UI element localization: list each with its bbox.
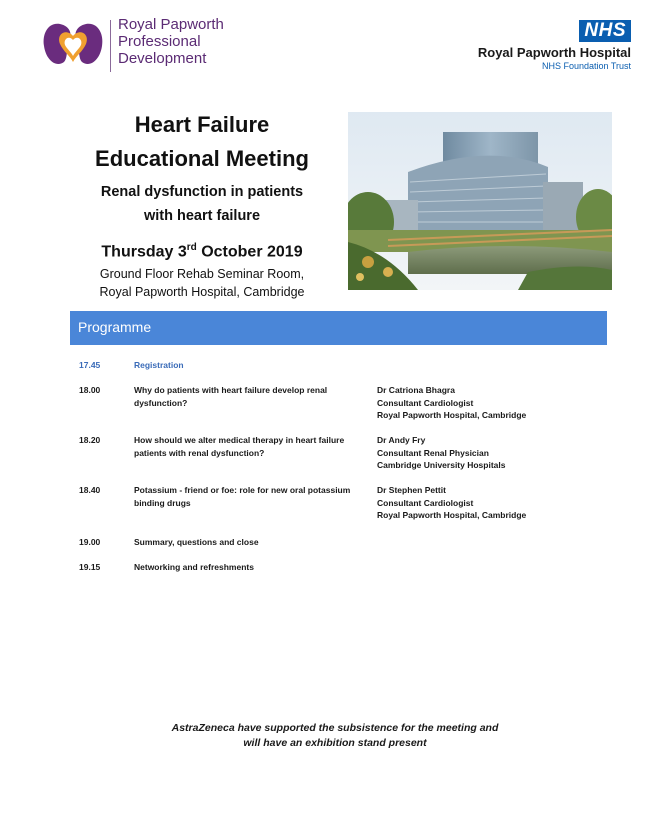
venue-line-2: Royal Papworth Hospital, Cambridge [99,285,305,300]
speaker-role: Consultant Cardiologist [377,497,474,508]
logo-text [118,16,224,67]
event-subtitle-line-2: with heart failure [143,208,261,224]
sponsor-note-line-1: AstraZeneca have supported the subsistence for the meeting and [171,722,499,734]
event-date [66,242,338,261]
schedule-row [79,359,609,384]
event-date-suffix: rd [186,242,197,253]
event-title-line-1: Heart Failure [134,112,270,137]
event-title-block [66,108,338,301]
programme-heading: Programme [78,319,152,335]
schedule-time: 19.00 [79,537,101,547]
schedule-speaker [377,384,607,422]
sponsor-note-line-2: will have an exhibition stand present [243,737,427,749]
nhs-logo: NHS [579,20,631,42]
schedule-description: Potassium - friend or foe: role for new oral potassium binding drugs [134,485,351,508]
speaker-institution: Royal Papworth Hospital, Cambridge [377,510,527,520]
speaker-role: Consultant Cardiologist [377,397,474,408]
event-subtitle [66,180,338,228]
schedule-row [79,561,609,586]
schedule-row [79,536,609,561]
venue-line-1: Ground Floor Rehab Seminar Room, [99,267,305,282]
speaker-role: Consultant Renal Physician [377,447,489,458]
schedule-time: 17.45 [79,360,101,370]
heart-lungs-logo-icon [40,18,106,72]
logo-line-3: Development [118,50,207,67]
event-date-day: Thursday 3 [101,243,187,261]
programme-schedule [79,359,609,586]
speaker-institution: Cambridge University Hospitals [377,460,506,470]
hospital-building-image [348,112,612,290]
event-subtitle-line-1: Renal dysfunction in patients [100,184,304,200]
schedule-speaker [377,484,607,522]
logo-divider [110,20,111,72]
schedule-time: 18.40 [79,485,101,495]
schedule-description: Summary, questions and close [134,537,259,547]
event-title [66,108,338,176]
schedule-description: How should we alter medical therapy in heart failure patients with renal dysfunction? [134,435,345,458]
schedule-description: Networking and refreshments [134,562,254,572]
schedule-time: 19.15 [79,562,101,572]
schedule-row [79,434,609,484]
royal-papworth-pd-logo [40,16,250,76]
schedule-description: Why do patients with heart failure develop renal dysfunction? [134,385,328,408]
event-venue [66,265,338,301]
speaker-name: Dr Andy Fry [377,435,426,445]
schedule-row [79,484,609,536]
speaker-institution: Royal Papworth Hospital, Cambridge [377,410,527,420]
sponsor-note [70,721,600,751]
schedule-time: 18.00 [79,385,101,395]
speaker-name: Dr Catriona Bhagra [377,385,455,395]
nhs-hospital-name: Royal Papworth Hospital [477,45,631,60]
schedule-time: 18.20 [79,435,101,445]
event-date-rest: October 2019 [196,243,303,261]
hospital-building-photo [348,112,612,290]
programme-header-bar [70,311,607,345]
schedule-description: Registration [134,360,184,370]
nhs-branding [478,20,631,71]
nhs-trust-name: NHS Foundation Trust [541,61,631,71]
event-title-line-2: Educational Meeting [95,146,309,171]
schedule-row [79,384,609,434]
schedule-speaker [377,434,607,472]
speaker-name: Dr Stephen Pettit [377,485,446,495]
logo-line-2: Professional [118,33,201,50]
logo-line-1: Royal Papworth [118,16,224,33]
